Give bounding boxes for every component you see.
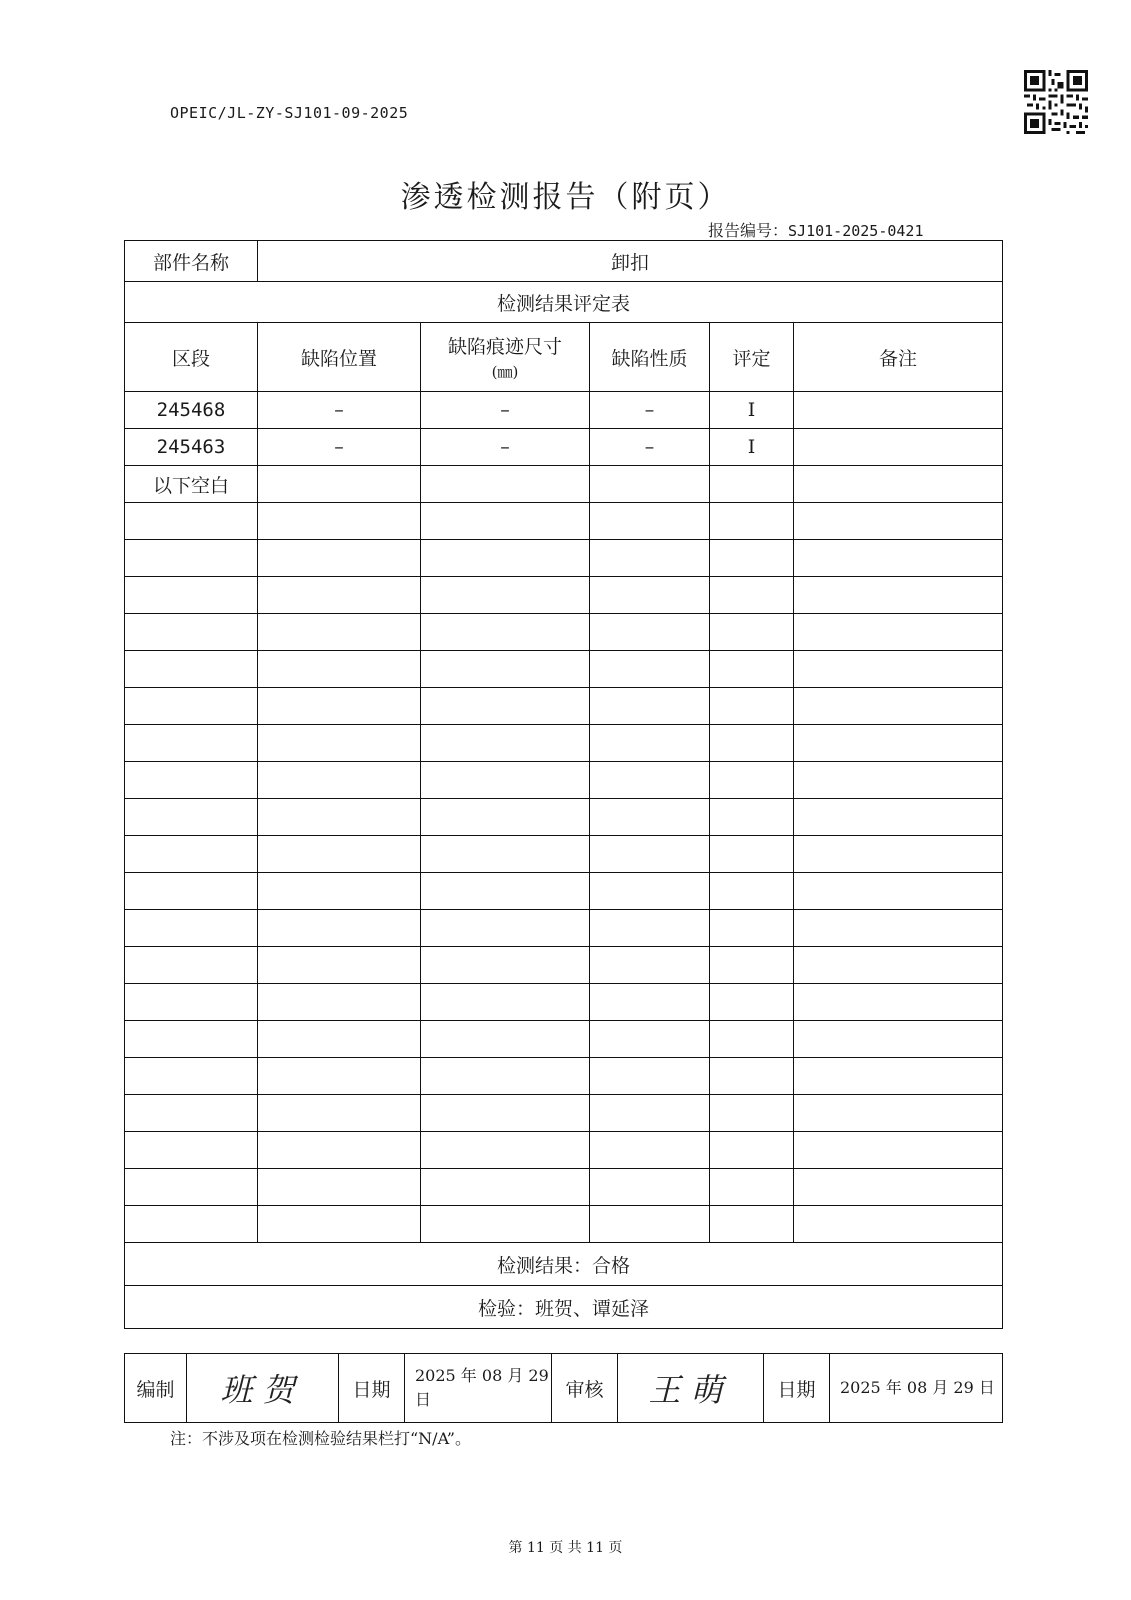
cell-grade: Ⅰ bbox=[710, 392, 794, 429]
cell-defect-position: – bbox=[258, 392, 421, 429]
reviewed-by-label: 审核 bbox=[552, 1354, 618, 1423]
cell-defect-nature bbox=[590, 910, 710, 947]
cell-remark bbox=[794, 1169, 1003, 1206]
cell-segment bbox=[125, 1206, 258, 1243]
cell-defect-size bbox=[421, 1021, 590, 1058]
cell-defect-position bbox=[258, 836, 421, 873]
cell-grade: Ⅰ bbox=[710, 429, 794, 466]
cell-defect-position bbox=[258, 1095, 421, 1132]
cell-segment bbox=[125, 910, 258, 947]
cell-segment bbox=[125, 947, 258, 984]
cell-defect-position bbox=[258, 1206, 421, 1243]
cell-defect-nature bbox=[590, 1095, 710, 1132]
table-row bbox=[125, 429, 1003, 466]
cell-defect-position bbox=[258, 984, 421, 1021]
cell-remark bbox=[794, 873, 1003, 910]
cell-defect-size bbox=[421, 984, 590, 1021]
signature-row bbox=[125, 1354, 1003, 1423]
cell-grade bbox=[710, 910, 794, 947]
cell-remark bbox=[794, 1132, 1003, 1169]
cell-grade bbox=[710, 725, 794, 762]
cell-remark bbox=[794, 503, 1003, 540]
results-body bbox=[125, 392, 1003, 1243]
cell-defect-nature bbox=[590, 836, 710, 873]
cell-segment bbox=[125, 836, 258, 873]
cell-defect-nature bbox=[590, 873, 710, 910]
cell-segment bbox=[125, 1058, 258, 1095]
document-code: OPEIC/JL-ZY-SJ101-09-2025 bbox=[170, 104, 409, 122]
cell-remark bbox=[794, 1095, 1003, 1132]
cell-defect-nature bbox=[590, 1021, 710, 1058]
cell-defect-nature bbox=[590, 725, 710, 762]
cell-defect-size bbox=[421, 1132, 590, 1169]
cell-defect-size bbox=[421, 614, 590, 651]
cell-grade bbox=[710, 1206, 794, 1243]
cell-defect-position bbox=[258, 688, 421, 725]
cell-defect-nature bbox=[590, 1058, 710, 1095]
cell-remark bbox=[794, 725, 1003, 762]
table-row bbox=[125, 762, 1003, 799]
cell-remark bbox=[794, 799, 1003, 836]
cell-defect-nature bbox=[590, 762, 710, 799]
table-row bbox=[125, 466, 1003, 503]
table-row bbox=[125, 577, 1003, 614]
table-row bbox=[125, 1206, 1003, 1243]
cell-defect-nature bbox=[590, 1169, 710, 1206]
cell-remark bbox=[794, 540, 1003, 577]
part-name-row bbox=[125, 241, 1003, 282]
cell-defect-position bbox=[258, 762, 421, 799]
cell-segment bbox=[125, 577, 258, 614]
cell-defect-size bbox=[421, 1095, 590, 1132]
table-row bbox=[125, 614, 1003, 651]
cell-grade bbox=[710, 540, 794, 577]
cell-remark bbox=[794, 762, 1003, 799]
prepared-by-label: 编制 bbox=[125, 1354, 187, 1423]
table-row bbox=[125, 1021, 1003, 1058]
cell-defect-size bbox=[421, 466, 590, 503]
table-row bbox=[125, 688, 1003, 725]
col-header-defect-size-label: 缺陷痕迹尺寸 bbox=[447, 336, 562, 358]
part-name-label: 部件名称 bbox=[125, 241, 258, 282]
cell-remark bbox=[794, 910, 1003, 947]
cell-defect-size bbox=[421, 688, 590, 725]
cell-segment bbox=[125, 540, 258, 577]
col-header-defect-position: 缺陷位置 bbox=[258, 323, 421, 392]
cell-remark bbox=[794, 1058, 1003, 1095]
column-header-row bbox=[125, 323, 1003, 392]
inspectors-row bbox=[125, 1286, 1003, 1329]
cell-defect-size bbox=[421, 540, 590, 577]
cell-defect-position bbox=[258, 1021, 421, 1058]
table-row bbox=[125, 799, 1003, 836]
cell-segment: 以下空白 bbox=[125, 466, 258, 503]
cell-remark bbox=[794, 1206, 1003, 1243]
reviewed-by-signature bbox=[618, 1354, 764, 1423]
part-name-value: 卸扣 bbox=[258, 241, 1003, 282]
cell-defect-position: – bbox=[258, 429, 421, 466]
inspection-result: 检测结果：合格 bbox=[125, 1243, 1003, 1286]
cell-remark bbox=[794, 466, 1003, 503]
report-number-value: SJ101-2025-0421 bbox=[788, 222, 924, 240]
cell-defect-size bbox=[421, 947, 590, 984]
cell-grade bbox=[710, 836, 794, 873]
cell-defect-position bbox=[258, 577, 421, 614]
table-row bbox=[125, 910, 1003, 947]
cell-defect-nature bbox=[590, 577, 710, 614]
col-header-segment: 区段 bbox=[125, 323, 258, 392]
prepared-by-signature bbox=[187, 1354, 339, 1423]
cell-segment bbox=[125, 762, 258, 799]
table-caption: 检测结果评定表 bbox=[125, 282, 1003, 323]
table-row bbox=[125, 725, 1003, 762]
cell-grade bbox=[710, 651, 794, 688]
cell-defect-nature bbox=[590, 947, 710, 984]
cell-remark bbox=[794, 947, 1003, 984]
report-number bbox=[708, 218, 923, 241]
qr-code-icon bbox=[1024, 70, 1088, 134]
cell-defect-size bbox=[421, 577, 590, 614]
cell-defect-nature bbox=[590, 1206, 710, 1243]
reviewed-by-signature-text: 王萌 bbox=[648, 1371, 733, 1409]
cell-defect-position bbox=[258, 540, 421, 577]
review-date-label: 日期 bbox=[764, 1354, 830, 1423]
inspectors: 检验：班贺、谭延泽 bbox=[125, 1286, 1003, 1329]
cell-remark bbox=[794, 614, 1003, 651]
cell-grade bbox=[710, 503, 794, 540]
page-number: 第 11 页 共 11 页 bbox=[508, 1540, 623, 1556]
cell-remark bbox=[794, 688, 1003, 725]
cell-remark bbox=[794, 392, 1003, 429]
table-caption-row bbox=[125, 282, 1003, 323]
cell-defect-position bbox=[258, 725, 421, 762]
result-row bbox=[125, 1243, 1003, 1286]
cell-segment bbox=[125, 799, 258, 836]
cell-segment bbox=[125, 1095, 258, 1132]
cell-defect-size bbox=[421, 910, 590, 947]
cell-defect-position bbox=[258, 503, 421, 540]
review-date: 2025 年 08 月 29 日 bbox=[830, 1354, 1003, 1423]
table-row bbox=[125, 503, 1003, 540]
cell-segment bbox=[125, 1132, 258, 1169]
report-title: 渗透检测报告（附页） bbox=[400, 180, 731, 215]
cell-defect-nature: – bbox=[590, 392, 710, 429]
cell-segment bbox=[125, 984, 258, 1021]
report-number-label: 报告编号： bbox=[708, 221, 789, 240]
cell-grade bbox=[710, 947, 794, 984]
table-row bbox=[125, 836, 1003, 873]
cell-defect-nature bbox=[590, 799, 710, 836]
cell-defect-nature bbox=[590, 1132, 710, 1169]
cell-defect-size bbox=[421, 651, 590, 688]
cell-grade bbox=[710, 873, 794, 910]
cell-defect-position bbox=[258, 1132, 421, 1169]
cell-defect-position bbox=[258, 651, 421, 688]
cell-defect-size bbox=[421, 1206, 590, 1243]
cell-grade bbox=[710, 1132, 794, 1169]
cell-segment bbox=[125, 1169, 258, 1206]
cell-remark bbox=[794, 651, 1003, 688]
cell-grade bbox=[710, 1095, 794, 1132]
table-row bbox=[125, 651, 1003, 688]
cell-defect-nature bbox=[590, 651, 710, 688]
cell-segment bbox=[125, 1021, 258, 1058]
cell-segment bbox=[125, 651, 258, 688]
cell-segment: 245463 bbox=[125, 429, 258, 466]
cell-defect-position bbox=[258, 1169, 421, 1206]
prepared-date: 2025 年 08 月 29 日 bbox=[405, 1354, 552, 1423]
cell-remark bbox=[794, 429, 1003, 466]
col-header-remarks: 备注 bbox=[794, 323, 1003, 392]
cell-defect-nature bbox=[590, 540, 710, 577]
cell-grade bbox=[710, 1058, 794, 1095]
table-row bbox=[125, 1169, 1003, 1206]
cell-segment: 245468 bbox=[125, 392, 258, 429]
table-row bbox=[125, 984, 1003, 1021]
cell-defect-size bbox=[421, 725, 590, 762]
cell-remark bbox=[794, 984, 1003, 1021]
signature-table bbox=[124, 1353, 1003, 1423]
cell-segment bbox=[125, 725, 258, 762]
cell-defect-position bbox=[258, 1058, 421, 1095]
cell-grade bbox=[710, 466, 794, 503]
cell-segment bbox=[125, 614, 258, 651]
cell-defect-size bbox=[421, 873, 590, 910]
cell-defect-size bbox=[421, 836, 590, 873]
cell-grade bbox=[710, 984, 794, 1021]
prepared-date-label: 日期 bbox=[339, 1354, 405, 1423]
table-row bbox=[125, 947, 1003, 984]
table-row bbox=[125, 1058, 1003, 1095]
table-row bbox=[125, 392, 1003, 429]
cell-defect-position bbox=[258, 466, 421, 503]
cell-grade bbox=[710, 614, 794, 651]
table-row bbox=[125, 873, 1003, 910]
cell-defect-size bbox=[421, 762, 590, 799]
table-row bbox=[125, 1132, 1003, 1169]
cell-defect-size bbox=[421, 1058, 590, 1095]
cell-grade bbox=[710, 1169, 794, 1206]
cell-segment bbox=[125, 873, 258, 910]
cell-defect-size: – bbox=[421, 429, 590, 466]
cell-defect-nature bbox=[590, 503, 710, 540]
col-header-defect-nature: 缺陷性质 bbox=[590, 323, 710, 392]
cell-grade bbox=[710, 799, 794, 836]
cell-defect-size bbox=[421, 503, 590, 540]
cell-segment bbox=[125, 503, 258, 540]
cell-grade bbox=[710, 762, 794, 799]
col-header-defect-size bbox=[421, 323, 590, 392]
cell-remark bbox=[794, 577, 1003, 614]
table-row bbox=[125, 540, 1003, 577]
cell-defect-nature bbox=[590, 984, 710, 1021]
cell-remark bbox=[794, 836, 1003, 873]
cell-defect-nature bbox=[590, 466, 710, 503]
cell-defect-position bbox=[258, 873, 421, 910]
cell-segment bbox=[125, 688, 258, 725]
cell-defect-size bbox=[421, 1169, 590, 1206]
cell-defect-size bbox=[421, 799, 590, 836]
inspection-results-table bbox=[124, 240, 1003, 1329]
cell-remark bbox=[794, 1021, 1003, 1058]
col-header-grade: 评定 bbox=[710, 323, 794, 392]
cell-defect-nature: – bbox=[590, 429, 710, 466]
cell-grade bbox=[710, 1021, 794, 1058]
cell-grade bbox=[710, 577, 794, 614]
prepared-by-signature-text: 班贺 bbox=[220, 1371, 305, 1409]
cell-defect-position bbox=[258, 799, 421, 836]
cell-defect-size: – bbox=[421, 392, 590, 429]
col-header-size-unit: (㎜) bbox=[491, 363, 519, 381]
cell-defect-nature bbox=[590, 688, 710, 725]
cell-grade bbox=[710, 688, 794, 725]
table-row bbox=[125, 1095, 1003, 1132]
cell-defect-position bbox=[258, 947, 421, 984]
cell-defect-nature bbox=[590, 614, 710, 651]
footnote: 注：不涉及项在检测检验结果栏打“N/A”。 bbox=[170, 1429, 471, 1448]
cell-defect-position bbox=[258, 910, 421, 947]
cell-defect-position bbox=[258, 614, 421, 651]
